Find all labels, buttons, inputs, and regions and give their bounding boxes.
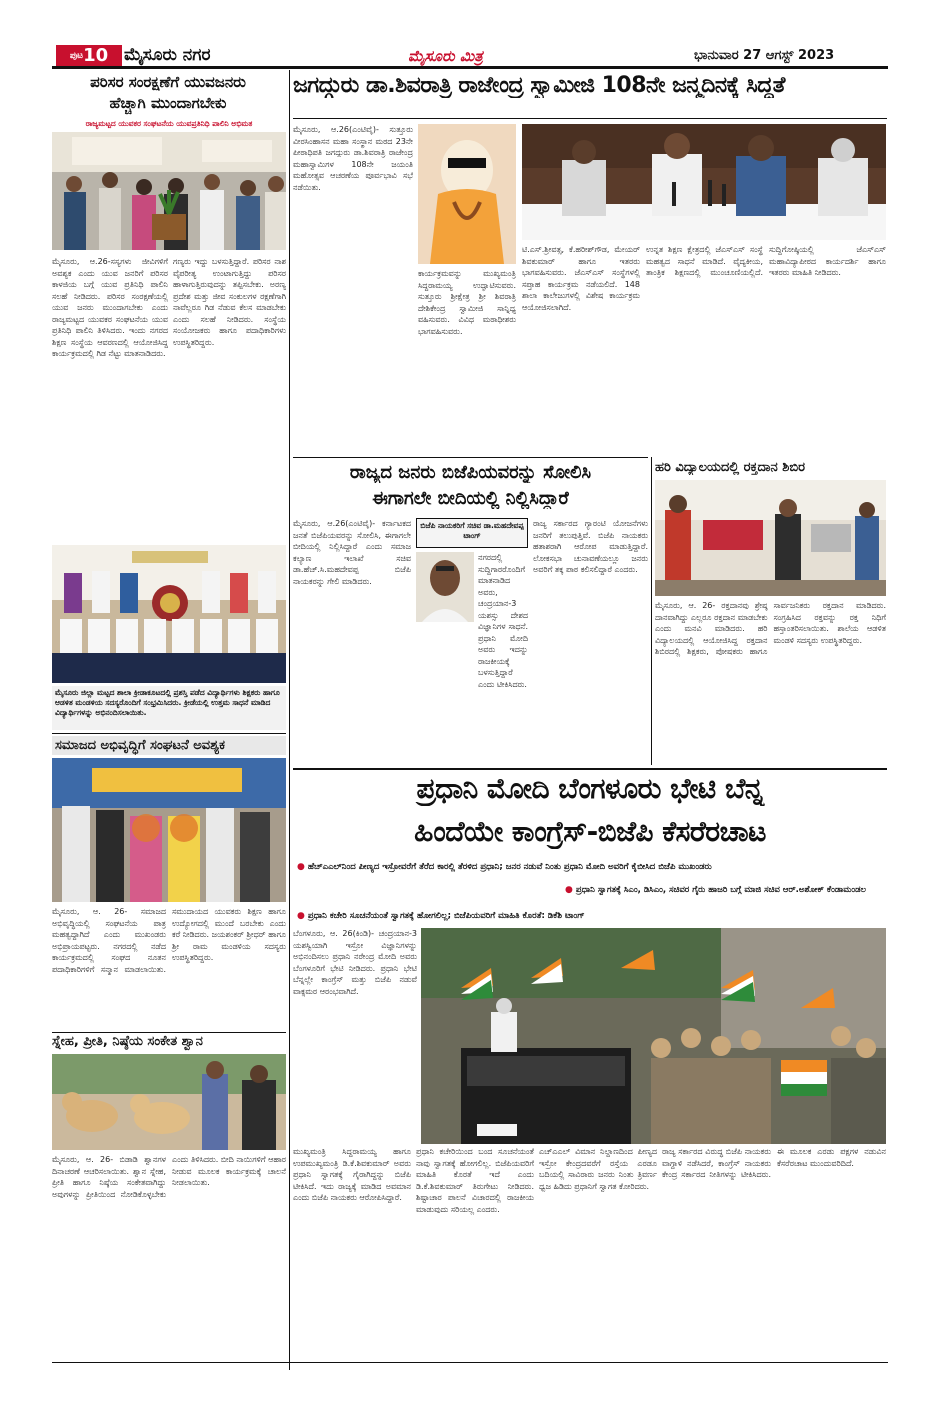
bjp-box-title: ಬಿಜೆಪಿ ನಾಯಕರಿಗೆ ಸಚಿವ ಡಾ.ಮಹದೇವಪ್ಪ ಟಾಂಗ್: [420, 521, 524, 540]
org-felicitation-photo: [52, 758, 286, 902]
modi-body-col-5: ರಾಜ್ಯ ಸರ್ಕಾರದ ವಿರುದ್ಧ ಬಿಜೆಪಿ ನಾಯಕರು ವಾಗ್ದಾಳಿ ನಡೆಸಿದರೆ, ಕಾಂಗ್ರೆಸ್ ನಾಯಕರು ಕೇಂದ್ರ ಸರ್ಕಾರದ ನೀತಿಗಳನ್ನು ಟೀಕಿಸಿದರು. ಈ ಮೂಲಕ ಎರಡು ಪಕ್ಷಗಳ ನಡುವಿನ ಕೆಸರೆರಚಾಟ ಮುಂದುವರಿದಿದೆ.: [662, 1147, 886, 1179]
page-number-badge: [56, 45, 122, 67]
swamiji-body-col-1: ಮೈಸೂರು, ಆ.26(ಎಂಟಿವೈ)- ಸುತ್ತೂರು ವೀರಸಿಂಹಾಸನ ಮಹಾ ಸಂಸ್ಥಾನ ಮಠದ 23ನೇ ಪೀಠಾಧಿಪತಿ ಜಗದ್ಗುರು ಡಾ.ಶಿವರಾತ್ರಿ ರಾಜೇಂದ್ರ ಮಹಾಸ್ವಾಮಿಗಳ 108ನೇ ಜಯಂತಿ ಮಹೋತ್ಸವ ಆಚರಣೆಯ ಪೂರ್ವಭಾವಿ ಸಭೆ ನಡೆಯಿತು.: [293, 125, 413, 192]
modi-bullet-2-text: ಪ್ರಧಾನಿ ಸ್ವಾಗತಕ್ಕೆ ಸಿಎಂ, ಡಿಸಿಎಂ, ಸಚಿವರ ಗೈರು ಹಾಜರಿ ಬಗ್ಗೆ ಮಾಜಿ ಸಚಿವ ಆರ್.ಅಶೋಕ್ ಕೆಂಡಾಮಂಡಲ: [575, 885, 867, 895]
bullet-icon: ●: [297, 862, 305, 872]
page-bottom-rule: [52, 1362, 888, 1363]
bjp-body-col-1: ಮೈಸೂರು, ಆ.26(ಎಂಟಿವೈ)- ಕರ್ನಾಟಕದ ಜನತೆ ಬಿಜೆಪಿಯವರನ್ನು ಸೋಲಿಸಿ, ಈಗಾಗಲೇ ಬೀದಿಯಲ್ಲಿ ನಿಲ್ಲಿಸಿದ್ದಾರೆ ಎಂದು ಸಮಾಜ ಕಲ್ಯಾಣ ಇಲಾಖೆ ಸಚಿವ ಡಾ.ಹೆಚ್.ಸಿ.ಮಹದೇವಪ್ಪ ಬಿಜೆಪಿ ನಾಯಕರನ್ನು ಗೇಲಿ ಮಾಡಿದರು.: [293, 519, 411, 586]
modi-body-col-2: ಮುಖ್ಯಮಂತ್ರಿ ಸಿದ್ದರಾಮಯ್ಯ ಹಾಗೂ ಉಪಮುಖ್ಯಮಂತ್ರಿ ಡಿ.ಕೆ.ಶಿವಕುಮಾರ್ ಅವರು ಪ್ರಧಾನಿ ಸ್ವಾಗತಕ್ಕೆ ಗೈರಾಗಿದ್ದನ್ನು ಬಿಜೆಪಿ ಟೀಕಿಸಿದೆ. ಇದು ರಾಜ್ಯಕ್ಕೆ ಮಾಡಿದ ಅವಮಾನ ಎಂದು ಬಿಜೆಪಿ ನಾಯಕರು ಆರೋಪಿಸಿದ್ದಾರೆ.: [293, 1147, 411, 1202]
dog-body: ಮೈಸೂರು, ಆ. 26- ಬಿಡಾಡಿ ಶ್ವಾನಗಳ ದಿನಾಚರಣೆ ಆಚರಿಸಲಾಯಿತು. ಶ್ವಾನ ಸ್ನೇಹ, ಪ್ರೀತಿ ಹಾಗೂ ನಿಷ್ಠೆಯ ಸಂಕೇತವಾಗಿದ್ದು ಅವುಗಳನ್ನು ಪ್ರೀತಿಯಿಂದ ನೋಡಿಕೊಳ್ಳಬೇಕು ಎಂದು ತಿಳಿಸಿದರು. ಬೀದಿ ನಾಯಿಗಳಿಗೆ ಆಹಾರ ನೀಡುವ ಮೂಲಕ ಕಾರ್ಯಕ್ರಮಕ್ಕೆ ಚಾಲನೆ ನೀಡಲಾಯಿತು.: [52, 1155, 286, 1199]
sports-team-photo: [52, 545, 286, 683]
env-subhead: ರಾಜ್ಯಮಟ್ಟದ ಯುವಕರ ಸಂಘಟನೆಯ ಯುವಪ್ರತಿನಿಧಿ ಪಾಲಿನಿ ಅಭಿಮತ: [85, 119, 253, 128]
header-rule: [52, 66, 888, 69]
bullet-icon: ●: [297, 911, 305, 921]
swamiji-headline: ಜಗದ್ಗುರು ಡಾ.ಶಿವರಾತ್ರಿ ರಾಜೇಂದ್ರ ಸ್ವಾಮೀಜಿ 108ನೇ ಜನ್ಮದಿನಕ್ಕೆ ಸಿದ್ಧತೆ: [293, 73, 785, 98]
org-divider: [52, 733, 286, 734]
env-headline-2: ಹೆಚ್ಚಾಗಿ ಮುಂದಾಗಬೇಕು: [109, 94, 227, 112]
column-divider: [289, 70, 290, 1370]
modi-body-col-1: ಬೆಂಗಳೂರು, ಆ. 26(ಕಿಂಡಿ)- ಚಂದ್ರಯಾನ-3 ಯಶಸ್ವಿಯಾಗಿ ಇಸ್ರೋ ವಿಜ್ಞಾನಿಗಳನ್ನು ಅಭಿನಂದಿಸಲು ಪ್ರಧಾನಿ ನರೇಂದ್ರ ಮೋದಿ ಅವರು ಬೆಂಗಳೂರಿಗೆ ಭೇಟಿ ನೀಡಿದರು. ಪ್ರಧಾನಿ ಭೇಟಿ ಬೆನ್ನಲ್ಲೇ ಕಾಂಗ್ರೆಸ್ ಮತ್ತು ಬಿಜೆಪಿ ನಡುವೆ ವಾಕ್ಸಮರ ಆರಂಭವಾಗಿದೆ.: [293, 929, 417, 996]
bjp-headline-2: ಈಗಾಗಲೇ ಬೀದಿಯಲ್ಲಿ ನಿಲ್ಲಿಸಿದ್ದಾರೆ: [372, 488, 569, 509]
page-prefix: ಪುಟ: [69, 51, 84, 61]
publication-date: ಭಾನುವಾರ 27 ಆಗಸ್ಟ್ 2023: [694, 48, 835, 63]
env-body-col-2: ಗಣ್ಯರು ಇದ್ದು ಬಳಸುತ್ತಿದ್ದಾರೆ. ಪರಿಸರ ನಾಶ ವೈಪರೀತ್ಯ ಉಂಟಾಗುತ್ತಿದ್ದು ಪರಿಸರ ಹಾಳಾಗುತ್ತಿರುವುದನ್ನು ತಪ್ಪಿಸಬೇಕು. ಅರಣ್ಯ ಪ್ರದೇಶ ಮತ್ತು ಜೀವ ಸಂಕುಲಗಳ ರಕ್ಷಣೆಗಾಗಿ ನಾವೆಲ್ಲರೂ ಗಿಡ ನೆಡುವ ಕೆಲಸ ಮಾಡಬೇಕು ಎಂದು ಸಲಹೆ ನೀಡಿದರು. ಸಂಸ್ಥೆಯ ಸಂಯೋಜಕರು ಹಾಗೂ ಪದಾಧಿಕಾರಿಗಳು ಉಪಸ್ಥಿತರಿದ್ದರು.: [173, 257, 286, 347]
modi-body-col-4: ಎಚ್‌ಎಎಲ್ ವಿಮಾನ ನಿಲ್ದಾಣದಿಂದ ಪೀಣ್ಯದ ಇಸ್ರೋ ಕೇಂದ್ರದವರೆಗೆ ರಸ್ತೆಯ ಎರಡೂ ಬದಿಯಲ್ಲಿ ಸಾವಿರಾರು ಜನರು ನಿಂತು ತ್ರಿವರ್ಣ ಧ್ವಜ ಹಿಡಿದು ಪ್ರಧಾನಿಗೆ ಸ್ವಾಗತ ಕೋರಿದರು.: [539, 1147, 657, 1191]
modi-top-rule: [293, 768, 887, 770]
dog-headline: ಸ್ನೇಹ, ಪ್ರೀತಿ, ನಿಷ್ಠೆಯ ಸಂಕೇತ ಶ್ವಾನ: [52, 1034, 203, 1049]
blood-body: ಮೈಸೂರು, ಆ. 26- ರಕ್ತದಾನವು ಶ್ರೇಷ್ಠ ದಾನವಾಗಿದ್ದು ಎಲ್ಲರೂ ರಕ್ತದಾನ ಮಾಡಬೇಕು ಎಂದು ಮನವಿ ಮಾಡಿದರು. ಹರಿ ವಿದ್ಯಾಲಯದಲ್ಲಿ ಆಯೋಜಿಸಿದ್ದ ರಕ್ತದಾನ ಶಿಬಿರದಲ್ಲಿ ಶಿಕ್ಷಕರು, ಪೋಷಕರು ಹಾಗೂ ಸಾರ್ವಜನಿಕರು ರಕ್ತದಾನ ಮಾಡಿದರು. ಸಂಗ್ರಹಿಸಿದ ರಕ್ತವನ್ನು ರಕ್ತ ನಿಧಿಗೆ ಹಸ್ತಾಂತರಿಸಲಾಯಿತು. ಶಾಲೆಯ ಆಡಳಿತ ಮಂಡಳಿ ಸದಸ್ಯರು ಉಪಸ್ಥಿತರಿದ್ದರು.: [655, 601, 886, 656]
swamiji-head-rule: [293, 118, 887, 119]
page-number: 10: [83, 45, 109, 66]
modi-headline-1: ಪ್ರಧಾನಿ ಮೋದಿ ಬೆಂಗಳೂರು ಭೇಟಿ ಬೆನ್ನ: [416, 772, 764, 805]
modi-bullet-3: [297, 911, 885, 922]
modi-roadshow-photo: [421, 928, 886, 1144]
sports-photo-caption: ಮೈಸೂರು ಜಿಲ್ಲಾ ಮಟ್ಟದ ಶಾಲಾ ಕ್ರೀಡಾಕೂಟದಲ್ಲಿ ಪ್ರಶಸ್ತಿ ಪಡೆದ ವಿದ್ಯಾರ್ಥಿಗಳು ಶಿಕ್ಷಕರು ಹಾಗೂ ಆಡಳಿತ ಮಂಡಳಿಯ ಸದಸ್ಯರೊಂದಿಗೆ ಸಂಭ್ರಮಿಸಿದರು. ಕ್ರೀಡೆಯಲ್ಲಿ ಉತ್ತಮ ಸಾಧನೆ ಮಾಡಿದ ವಿದ್ಯಾರ್ಥಿಗಳನ್ನು ಅಭಿನಂದಿಸಲಾಯಿತು.: [52, 686, 286, 730]
bullet-icon: ●: [565, 885, 573, 895]
modi-bullet-2: [565, 885, 885, 896]
org-body: ಮೈಸೂರು, ಆ. 26- ಸಮಾಜದ ಅಭಿವೃದ್ಧಿಯಲ್ಲಿ ಸಂಘಟನೆಯ ಪಾತ್ರ ಮಹತ್ವದ್ದಾಗಿದೆ ಎಂದು ಮುಖಂಡರು ಅಭಿಪ್ರಾಯಪಟ್ಟರು. ನಗರದಲ್ಲಿ ನಡೆದ ಕಾರ್ಯಕ್ರಮದಲ್ಲಿ ಸಂಘದ ನೂತನ ಪದಾಧಿಕಾರಿಗಳಿಗೆ ಸನ್ಮಾನ ಮಾಡಲಾಯಿತು. ಸಮುದಾಯದ ಯುವಕರು ಶಿಕ್ಷಣ ಹಾಗೂ ಉದ್ಯೋಗದಲ್ಲಿ ಮುಂದೆ ಬರಬೇಕು ಎಂದು ಕರೆ ನೀಡಿದರು. ಜಯಶಂಕರ್ ಶ್ರೀಧರ್ ಹಾಗೂ ಶ್ರೀ ರಾಮ ಮಂಡಳಿಯ ಸದಸ್ಯರು ಉಪಸ್ಥಿತರಿದ್ದರು.: [52, 907, 286, 974]
dog-divider: [52, 1032, 286, 1033]
blood-left-rule: [651, 457, 652, 765]
section-title: ಮೈಸೂರು ನಗರ: [124, 45, 211, 65]
modi-bullet-1: [297, 862, 885, 873]
swamiji-body-col-2: ಕಾರ್ಯಕ್ರಮವನ್ನು ಮುಖ್ಯಮಂತ್ರಿ ಸಿದ್ದರಾಮಯ್ಯ ಉದ್ಘಾಟಿಸುವರು. ಸುತ್ತೂರು ಶ್ರೀಕ್ಷೇತ್ರ ಶ್ರೀ ಶಿವರಾತ್ರಿ ದೇಶಿಕೇಂದ್ರ ಸ್ವಾಮೀಜಿ ಸಾನ್ನಿಧ್ಯ ವಹಿಸುವರು. ವಿವಿಧ ಮಠಾಧೀಶರು ಭಾಗವಹಿಸುವರು.: [418, 269, 516, 336]
swamiji-body-col-4: ಉನ್ನತ ಶಿಕ್ಷಣ ಕ್ಷೇತ್ರದಲ್ಲಿ ಜೆಎಸ್‌ಎಸ್ ಸಂಸ್ಥೆ ಮಹತ್ವದ ಸಾಧನೆ ಮಾಡಿದೆ. ವೈದ್ಯಕೀಯ, ತಾಂತ್ರಿಕ ಶಿಕ್ಷಣದಲ್ಲಿ ಮುಂಚೂಣಿಯಲ್ಲಿದೆ. ಸುದ್ದಿಗೋಷ್ಠಿಯಲ್ಲಿ ಜೆಎಸ್‌ಎಸ್ ಮಹಾವಿದ್ಯಾಪೀಠದ ಕಾರ್ಯದರ್ಶಿ ಹಾಗೂ ಇತರರು ಮಾಹಿತಿ ನೀಡಿದರು.: [646, 245, 886, 277]
modi-bullet-1-text: ಹೆಚ್‌ಎಎಲ್‌ನಿಂದ ಪೀಣ್ಯದ ಇಸ್ರೋವರೆಗೆ ತೆರೆದ ಕಾರಲ್ಲಿ ತೆರಳಿದ ಪ್ರಧಾನಿ; ಜನರ ನಡುವೆ ನಿಂತು ಪ್ರಧಾನಿ ಮೋದಿ ಅವರಿಗೆ ಕೈಬೀಸಿದ ಬಿಜೆಪಿ ಮುಖಂಡರು: [307, 862, 712, 872]
blood-donation-photo: [655, 480, 886, 596]
swamiji-body-col-3: ಟಿ.ಎಸ್.ಶ್ರೀವತ್ಸ, ಕೆ.ಹರೀಶ್‌ಗೌಡ, ಮೇಯರ್ ಶಿವಕುಮಾರ್ ಹಾಗೂ ಇತರರು ಭಾಗವಹಿಸುವರು. ಜೆಎಸ್‌ಎಸ್ ಸಂಸ್ಥೆಗಳಲ್ಲಿ ಸಪ್ತಾಹ ಕಾರ್ಯಕ್ರಮ ನಡೆಯಲಿದೆ. 148 ಶಾಲಾ ಕಾಲೇಜುಗಳಲ್ಲಿ ವಿಶೇಷ ಕಾರ್ಯಕ್ರಮ ಆಯೋಜಿಸಲಾಗಿದೆ.: [522, 245, 640, 312]
env-headline-1: ಪರಿಸರ ಸಂರಕ್ಷಣೆಗೆ ಯುವಜನರು: [90, 73, 246, 91]
env-body-col-1: ಮೈಸೂರು, ಆ.26-ಸಸ್ಯಗಳು ಜೀವಿಗಳಿಗೆ ಅವಶ್ಯಕ ಎಂದು ಯುವ ಜನರಿಗೆ ಪರಿಸರ ಕಾಳಜಿಯ ಬಗ್ಗೆ ಯುವ ಪ್ರತಿನಿಧಿ ಪಾಲಿನಿ ಸಲಹೆ ನೀಡಿದರು. ಪರಿಸರ ಸಂರಕ್ಷಣೆಯಲ್ಲಿ ಯುವ ಜನರು ಮುಂದಾಗಬೇಕು ಎಂದು ರಾಜ್ಯಮಟ್ಟದ ಯುವಕರ ಸಂಘಟನೆಯ ಯುವ ಪ್ರತಿನಿಧಿ ಪಾಲಿನಿ ತಿಳಿಸಿದರು. ಇಂದು ನಗರದ ಶಿಕ್ಷಣ ಸಂಸ್ಥೆಯ ಆವರಣದಲ್ಲಿ ಆಯೋಜಿಸಿದ್ದ ಕಾರ್ಯಕ್ರಮದಲ್ಲಿ ಗಿಡ ನೆಟ್ಟು ಮಾತನಾಡಿದರು.: [52, 257, 168, 358]
bjp-headline-1: ರಾಜ್ಯದ ಜನರು ಬಿಜೆಪಿಯವರನ್ನು ಸೋಲಿಸಿ: [349, 462, 592, 483]
env-photo: [52, 132, 286, 250]
blood-headline: ಹರಿ ವಿದ್ಯಾಲಯದಲ್ಲಿ ರಕ್ತದಾನ ಶಿಬಿರ: [655, 460, 805, 475]
org-headline: ಸಮಾಜದ ಅಭಿವೃದ್ಧಿಗೆ ಸಂಘಟನೆ ಅವಶ್ಯಕ: [52, 736, 286, 755]
bjp-highlight-box: [416, 518, 528, 548]
minister-portrait: [416, 552, 474, 622]
modi-body-col-3: ಪ್ರಧಾನಿ ಕಚೇರಿಯಿಂದ ಬಂದ ಸೂಚನೆಯಂತೆ ನಾವು ಸ್ವಾಗತಕ್ಕೆ ಹೋಗಲಿಲ್ಲ. ಬಿಜೆಪಿಯವರಿಗೆ ಮಾಹಿತಿ ಕೊರತೆ ಇದೆ ಎಂದು ಡಿ.ಕೆ.ಶಿವಕುಮಾರ್ ತಿರುಗೇಟು ನೀಡಿದರು. ಶಿಷ್ಟಾಚಾರ ಪಾಲನೆ ವಿಚಾರದಲ್ಲಿ ರಾಜಕೀಯ ಮಾಡುವುದು ಸರಿಯಲ್ಲ ಎಂದರು.: [416, 1147, 534, 1214]
bjp-body-col-3: ರಾಜ್ಯ ಸರ್ಕಾರದ ಗ್ಯಾರಂಟಿ ಯೋಜನೆಗಳು ಜನರಿಗೆ ತಲುಪುತ್ತಿವೆ. ಬಿಜೆಪಿ ನಾಯಕರು ಹತಾಶರಾಗಿ ಆರೋಪ ಮಾಡುತ್ತಿದ್ದಾರೆ. ಲೋಕಸಭಾ ಚುನಾವಣೆಯಲ್ಲೂ ಜನರು ಅವರಿಗೆ ತಕ್ಕ ಪಾಠ ಕಲಿಸಲಿದ್ದಾರೆ ಎಂದರು.: [533, 519, 648, 574]
dog-photo: [52, 1054, 286, 1150]
swamiji-press-meet-photo: [522, 124, 886, 240]
swamiji-portrait: [418, 124, 516, 264]
bjp-body-col-2: ನಗರದಲ್ಲಿ ಸುದ್ದಿಗಾರರೊಂದಿಗೆ ಮಾತನಾಡಿದ ಅವರು, ಚಂದ್ರಯಾನ-3 ಯಶಸ್ಸು ದೇಶದ ವಿಜ್ಞಾನಿಗಳ ಸಾಧನೆ. ಪ್ರಧಾನಿ ಮೋದಿ ಅವರು ಇದನ್ನು ರಾಜಕೀಯಕ್ಕೆ ಬಳಸುತ್ತಿದ್ದಾರೆ ಎಂದು ಟೀಕಿಸಿದರು.: [478, 553, 528, 689]
bjp-top-rule: [293, 457, 648, 458]
modi-bullet-3-text: ಪ್ರಧಾನಿ ಕಚೇರಿ ಸೂಚನೆಯಂತೆ ಸ್ವಾಗತಕ್ಕೆ ಹೋಗಲಿಲ್ಲ; ಬಿಜೆಪಿಯವರಿಗೆ ಮಾಹಿತಿ ಕೊರತೆ: ಡಿಕೆಶಿ ಟಾಂಗ್: [307, 911, 585, 921]
modi-headline-2: ಹಿಂದೆಯೇ ಕಾಂಗ್ರೆಸ್-ಬಿಜೆಪಿ ಕೆಸರೆರಚಾಟ: [414, 815, 766, 848]
masthead-logo: ಮೈಸೂರು ಮಿತ್ರ: [408, 47, 483, 65]
